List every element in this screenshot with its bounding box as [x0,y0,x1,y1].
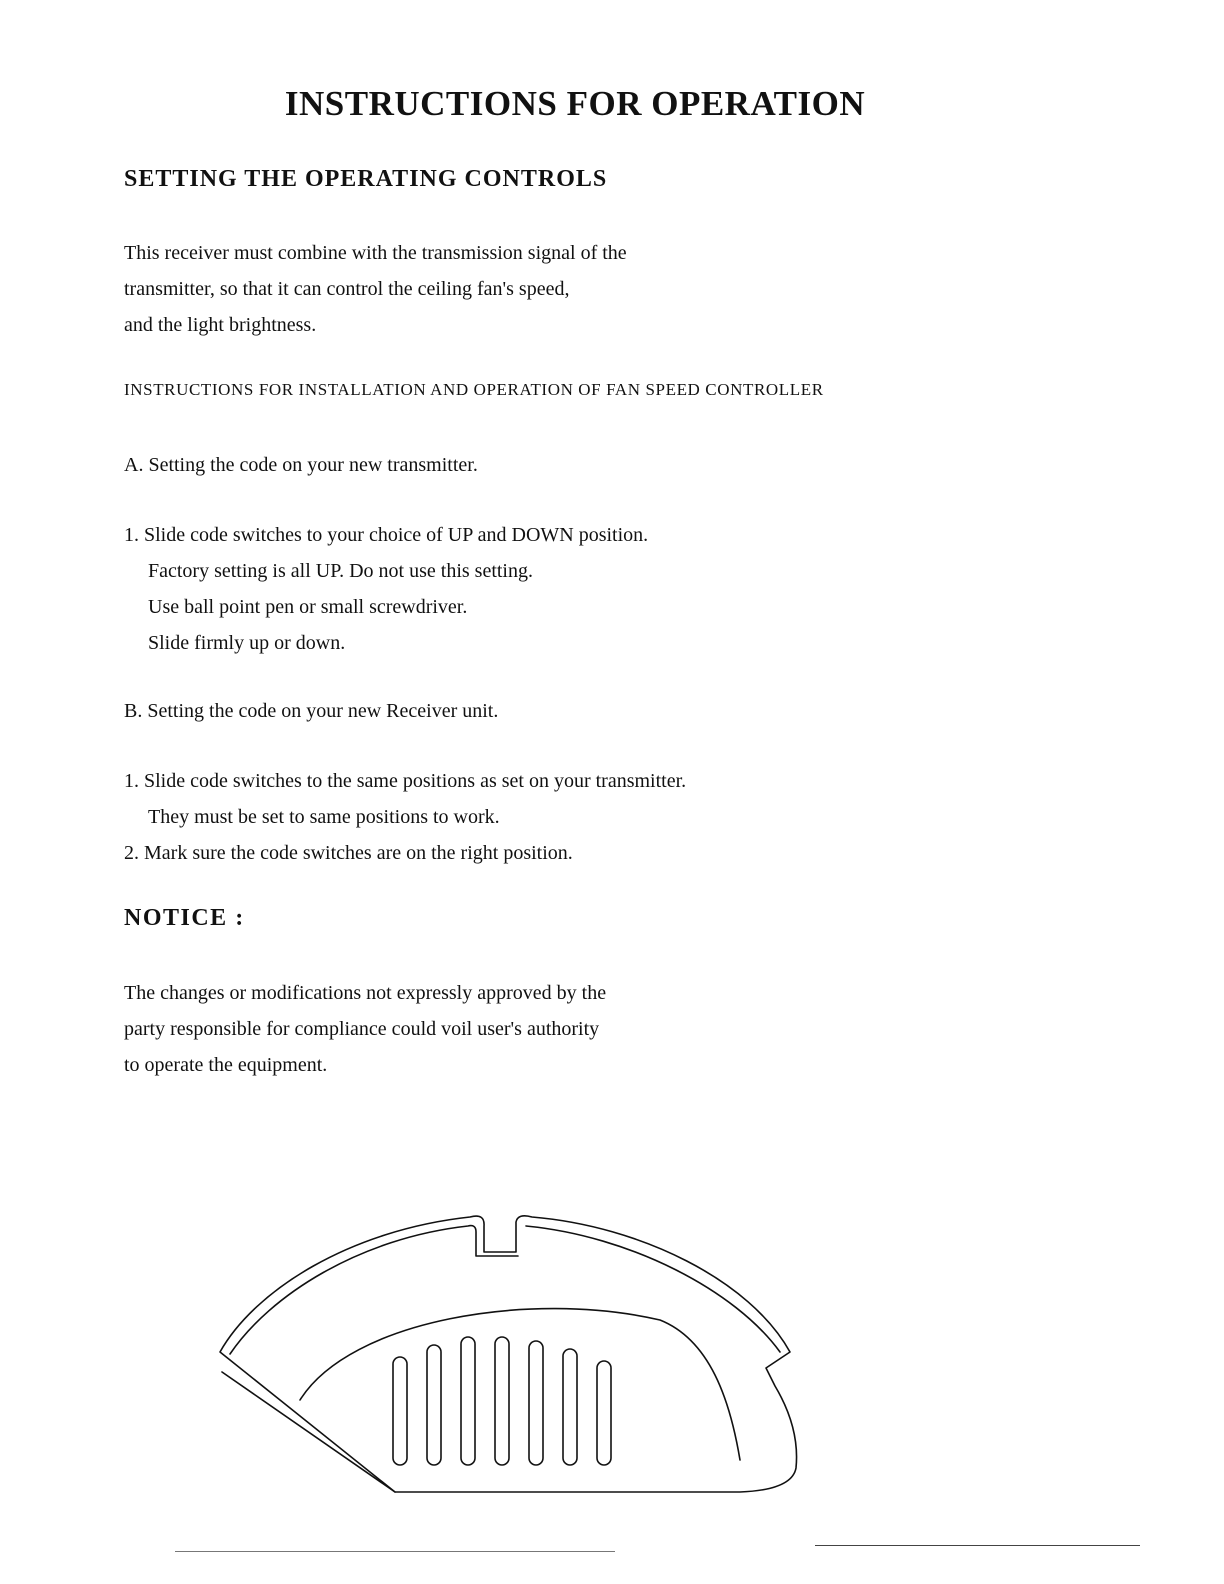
step-b-items [124,763,686,871]
bottom-rule-right [815,1545,1140,1546]
step-b-item-2: 2. Mark sure the code switches are on the right position. [124,842,573,864]
step-b-label: B. Setting the code on your new Receiver unit. [124,700,499,722]
notice-line: to operate the equipment. [124,1054,328,1076]
notice-line: party responsible for compliance could voil user's authority [124,1018,600,1040]
step-a-label: A. Setting the code on your new transmitter. [124,454,478,476]
step-a-detail: Slide firmly up or down. [148,632,346,654]
step-a-item [124,517,648,661]
step-b-item-1: 1. Slide code switches to the same positions as set on your transmitter. [124,770,687,792]
section-heading: SETTING THE OPERATING CONTROLS [124,166,608,192]
notice-line: The changes or modifications not expressly approved by the [124,982,607,1004]
notice-paragraph [124,975,606,1083]
step-a-detail: Factory setting is all UP. Do not use this setting. [148,560,533,582]
installation-heading: INSTRUCTIONS FOR INSTALLATION AND OPERATION OF FAN SPEED CONTROLLER [124,380,824,399]
notice-heading: NOTICE : [124,905,245,931]
intro-line: This receiver must combine with the transmission signal of the [124,242,627,264]
intro-line: and the light brightness. [124,314,317,336]
receiver-unit-drawing-icon [200,1200,820,1510]
step-a-item-1: 1. Slide code switches to your choice of UP and DOWN position. [124,524,649,546]
step-b-detail: They must be set to same positions to work. [148,806,500,828]
bottom-rule-left [175,1551,615,1552]
intro-line: transmitter, so that it can control the ceiling fan's speed, [124,278,570,300]
step-a-detail: Use ball point pen or small screwdriver. [148,596,468,618]
page-title: INSTRUCTIONS FOR OPERATION [284,84,866,123]
intro-paragraph [124,235,627,343]
